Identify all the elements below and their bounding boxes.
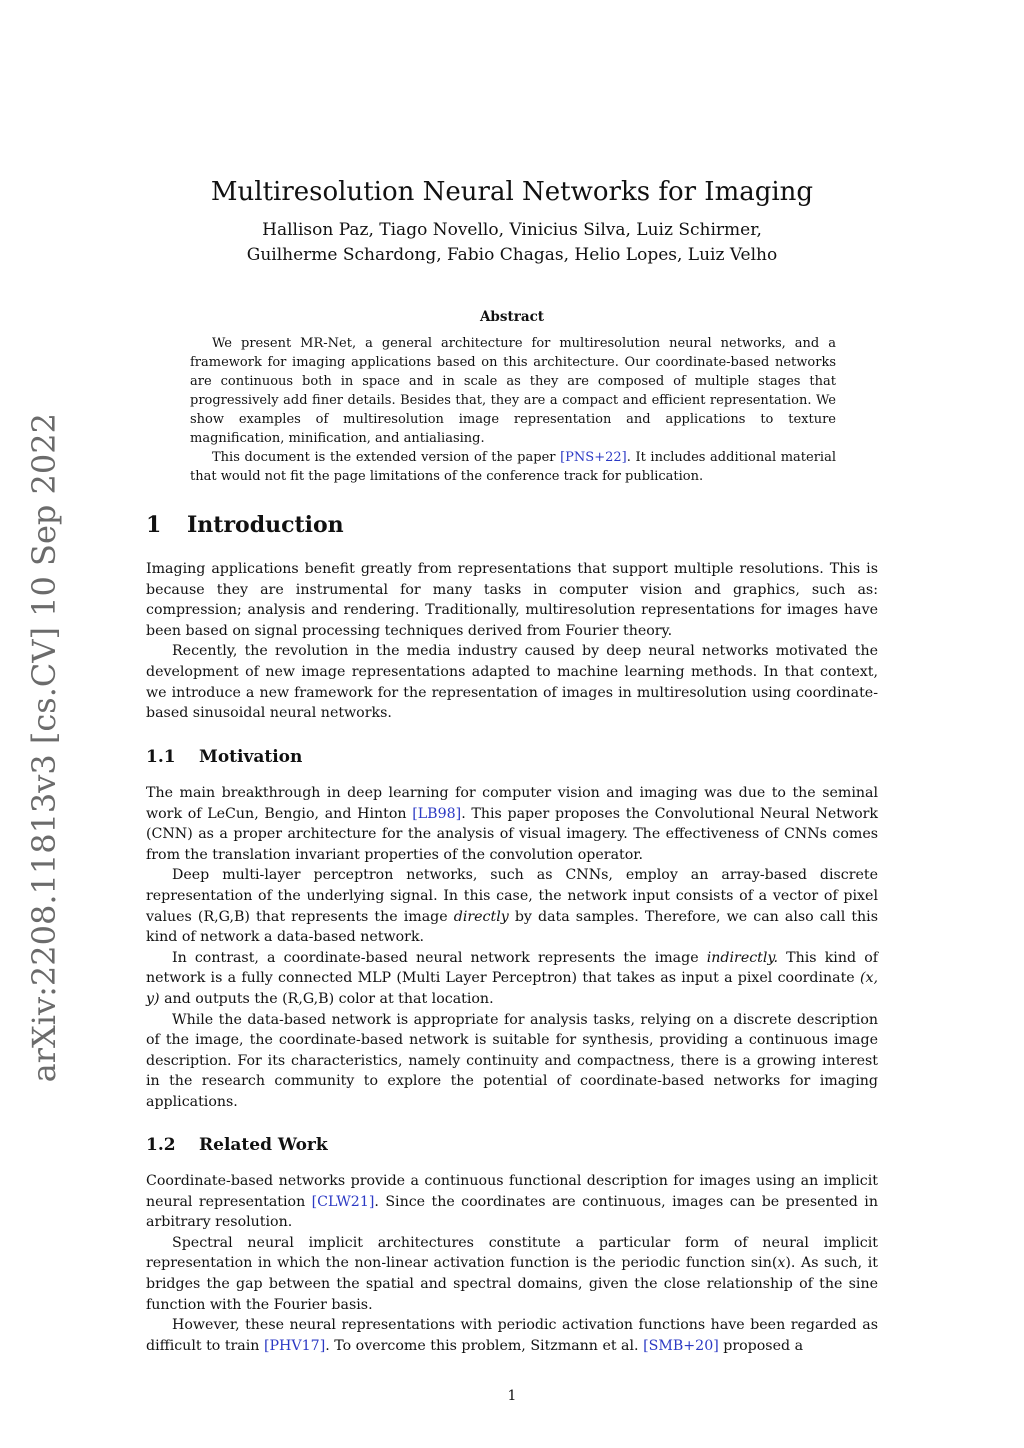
abstract-paragraph-2: This document is the extended version of the paper [PNS+22]. It includes additional material that would not fit the page limitations of the conference track for publication. bbox=[190, 450, 836, 484]
abstract-heading: Abstract bbox=[479, 309, 545, 325]
citation-link-lb98[interactable]: [LB98] bbox=[412, 805, 462, 822]
section-number: 1 bbox=[146, 512, 162, 538]
abstract-body bbox=[190, 334, 836, 486]
motivation-paragraph-1: The main breakthrough in deep learning for computer vision and imaging was due to the seminal work of LeCun, Bengio, and Hinton [LB98]. This paper proposes the Convolutional Neural Network (CNN) as a proper architecture for the analysis of visual imagery. The effectiveness of CNNs comes from the translation invariant properties of the convolution operator. bbox=[146, 785, 878, 863]
section-heading-related-work bbox=[146, 1135, 328, 1155]
citation-link-pns22[interactable]: [PNS+22] bbox=[560, 450, 627, 465]
arxiv-identifier: arXiv:2208.11813v3 [cs.CV] 10 Sep 2022 bbox=[25, 413, 63, 1083]
section-number: 1.2 bbox=[146, 1135, 176, 1155]
motivation-paragraph-2: Deep multi-layer perceptron networks, such as CNNs, employ an array-based discrete representation of the underlying signal. In this case, the network input consists of a vector of pixel values (R,G,B) that represents the image directly by data samples. Therefore, we can also call this kind of network a data-based network. bbox=[146, 867, 878, 946]
section-title: Motivation bbox=[199, 747, 303, 767]
related-work-body bbox=[146, 1171, 878, 1356]
author-list bbox=[0, 218, 1024, 268]
author-line-2: Guilherme Schardong, Fabio Chagas, Helio Lopes, Luiz Velho bbox=[246, 245, 778, 265]
motivation-paragraph-3: In contrast, a coordinate-based neural network represents the image indirectly. This kind of network is a fully connected MLP (Multi Layer Perceptron) that takes as input a pixel coordinate (x, y) and outputs the (R,G,B) color at that location. bbox=[146, 949, 878, 1007]
abstract-paragraph-1: We present MR-Net, a general architecture for multiresolution neural networks, and a framework for imaging applications based on this architecture. Our coordinate-based networks are continuous both in space and in scale as they are composed of multiple stages that progressively add finer details. Besides that, they are a compact and efficient representation. We show examples of multiresolution image representation and applications to texture magnification, minification, and antialiasing. bbox=[190, 336, 836, 446]
citation-link-smb20[interactable]: [SMB+20] bbox=[643, 1337, 719, 1354]
paper-title: Multiresolution Neural Networks for Imaging bbox=[210, 177, 814, 208]
author-line-1: Hallison Paz, Tiago Novello, Vinicius Silva, Luiz Schirmer, bbox=[262, 220, 762, 240]
motivation-paragraph-4: While the data-based network is appropriate for analysis tasks, relying on a discrete description of the image, the coordinate-based network is suitable for synthesis, providing a continuous image description. For its characteristics, namely continuity and compactness, there is a growing interest in the research community to explore the potential of coordinate-based networks for imaging applications. bbox=[146, 1011, 878, 1110]
section-title: Related Work bbox=[199, 1135, 328, 1155]
section-title: Introduction bbox=[187, 512, 344, 538]
related-paragraph-1: Coordinate-based networks provide a continuous functional description for images using an implicit neural representation [CLW21]. Since the coordinates are continuous, images can be presented in arbitrary resolution. bbox=[146, 1173, 878, 1231]
intro-paragraph-2: Recently, the revolution in the media industry caused by deep neural networks motivated the development of new image representations adapted to machine learning methods. In that context, we introduce a new framework for the representation of images in multiresolution using coordinate-based sinusoidal neural networks. bbox=[146, 643, 878, 722]
related-paragraph-2: Spectral neural implicit architectures constitute a particular form of neural implicit representation in which the non-linear activation function is the periodic function sin(x). As such, it bridges the gap between the spatial and spectral domains, given the close relationship of the sine function with the Fourier basis. bbox=[146, 1234, 878, 1313]
motivation-body bbox=[146, 783, 878, 1113]
arxiv-side-stamp bbox=[18, 413, 70, 1083]
intro-paragraph-1: Imaging applications benefit greatly from representations that support multiple resolutions. This is because they are instrumental for many tasks in computer vision and graphics, such as: compression; analysis and rendering. Traditionally, multiresolution representations for images have been based on signal processing techniques derived from Fourier theory. bbox=[146, 561, 878, 639]
citation-link-phv17[interactable]: [PHV17] bbox=[263, 1337, 326, 1354]
citation-link-clw21[interactable]: [CLW21] bbox=[311, 1193, 375, 1210]
introduction-body bbox=[146, 559, 878, 724]
section-heading-motivation bbox=[146, 747, 302, 767]
section-heading-introduction bbox=[146, 512, 344, 538]
related-paragraph-3: However, these neural representations with periodic activation functions have been regarded as difficult to train [PHV17]. To overcome this problem, Sitzmann et al. [SMB+20] proposed a bbox=[146, 1317, 878, 1354]
section-number: 1.1 bbox=[146, 747, 176, 767]
page-number: 1 bbox=[507, 1388, 517, 1404]
